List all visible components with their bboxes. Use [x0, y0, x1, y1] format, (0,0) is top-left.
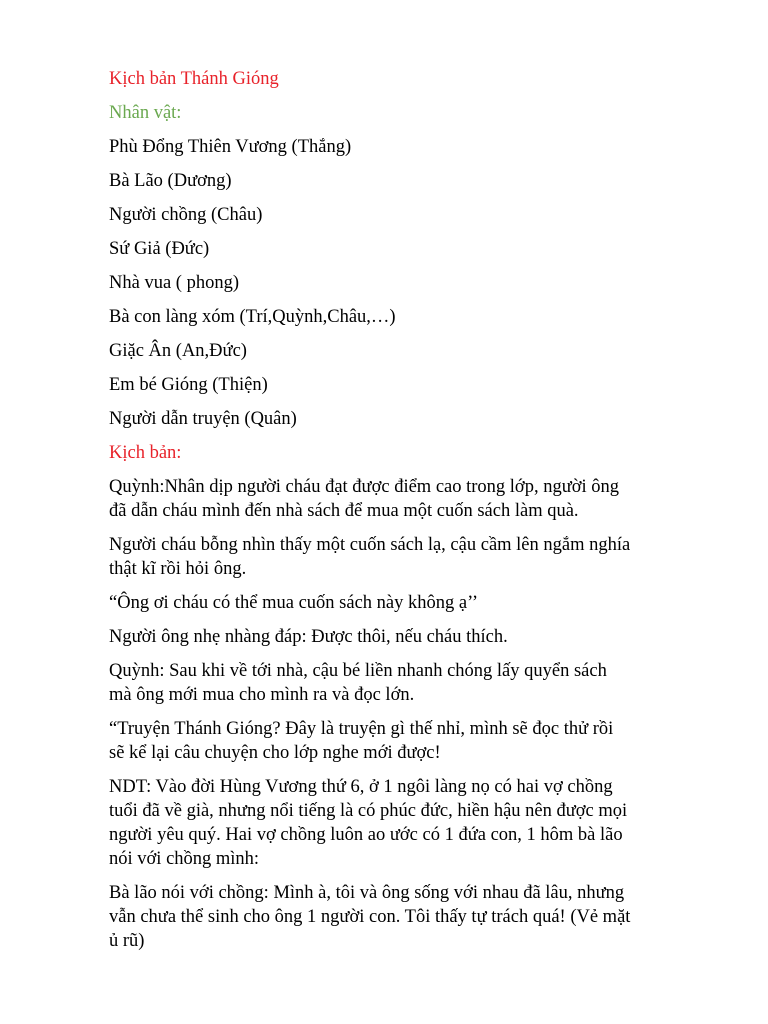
paragraph-line: người yêu quý. Hai vợ chồng luôn ao ước có 1 đứa con, 1 hôm bà lão: [109, 825, 623, 845]
character-list: [109, 135, 709, 431]
paragraph-line: ủ rũ): [109, 931, 145, 951]
paragraph-line: mà ông mới mua cho mình ra và đọc lớn.: [109, 685, 415, 705]
paragraph-line: Quỳnh:Nhân dịp người cháu đạt được điểm cao trong lớp, người ông: [109, 477, 620, 497]
script-paragraph: [109, 475, 709, 523]
characters-heading: Nhân vật:: [109, 103, 182, 123]
character-item: Sứ Giả (Đức): [109, 239, 210, 259]
paragraph-line: “Truyện Thánh Gióng? Đây là truyện gì thế nhỉ, mình sẽ đọc thử rồi: [109, 719, 614, 739]
paragraph-line: “Ông ơi cháu có thể mua cuốn sách này không ạ’’: [109, 593, 479, 613]
paragraph-line: vẫn chưa thể sinh cho ông 1 người con. Tôi thấy tự trách quá! (Vẻ mặt: [109, 907, 631, 927]
script-paragraph: [109, 533, 709, 581]
character-item: Em bé Gióng (Thiện): [109, 375, 268, 395]
character-item: Bà Lão (Dương): [109, 171, 232, 191]
script-heading: Kịch bản:: [109, 443, 182, 463]
character-item: Giặc Ân (An,Đức): [109, 341, 247, 361]
script-paragraph: [109, 775, 709, 871]
paragraph-line: Bà lão nói với chồng: Mình à, tôi và ông sống với nhau đã lâu, nhưng: [109, 883, 625, 903]
paragraph-line: thật kĩ rồi hỏi ông.: [109, 559, 247, 579]
character-item: Phù Đổng Thiên Vương (Thắng): [109, 137, 352, 157]
paragraph-line: Quỳnh: Sau khi về tới nhà, cậu bé liền nhanh chóng lấy quyển sách: [109, 661, 607, 681]
paragraph-line: sẽ kể lại câu chuyện cho lớp nghe mới được!: [109, 743, 441, 763]
script-paragraph: [109, 591, 709, 615]
paragraph-line: Người ông nhẹ nhàng đáp: Được thôi, nếu cháu thích.: [109, 627, 508, 647]
script-paragraph: [109, 717, 709, 765]
paragraph-line: tuổi đã về già, nhưng nổi tiếng là có phúc đức, hiền hậu nên được mọi: [109, 801, 628, 821]
document-title: Kịch bản Thánh Gióng: [109, 69, 279, 89]
paragraph-line: NDT: Vào đời Hùng Vương thứ 6, ở 1 ngôi làng nọ có hai vợ chồng: [109, 777, 613, 797]
character-item: Bà con làng xóm (Trí,Quỳnh,Châu,…): [109, 307, 396, 327]
document-page: [109, 67, 709, 963]
character-item: Người dẫn truyện (Quân): [109, 409, 297, 429]
script-paragraph: [109, 659, 709, 707]
paragraph-line: Người cháu bỗng nhìn thấy một cuốn sách lạ, cậu cầm lên ngắm nghía: [109, 535, 631, 555]
script-body: [109, 475, 709, 953]
paragraph-line: đã dẫn cháu mình đến nhà sách để mua một cuốn sách làm quà.: [109, 501, 579, 521]
script-paragraph: [109, 625, 709, 649]
character-item: Người chồng (Châu): [109, 205, 263, 225]
character-item: Nhà vua ( phong): [109, 273, 239, 293]
paragraph-line: nói với chồng mình:: [109, 849, 260, 869]
script-paragraph: [109, 881, 709, 953]
